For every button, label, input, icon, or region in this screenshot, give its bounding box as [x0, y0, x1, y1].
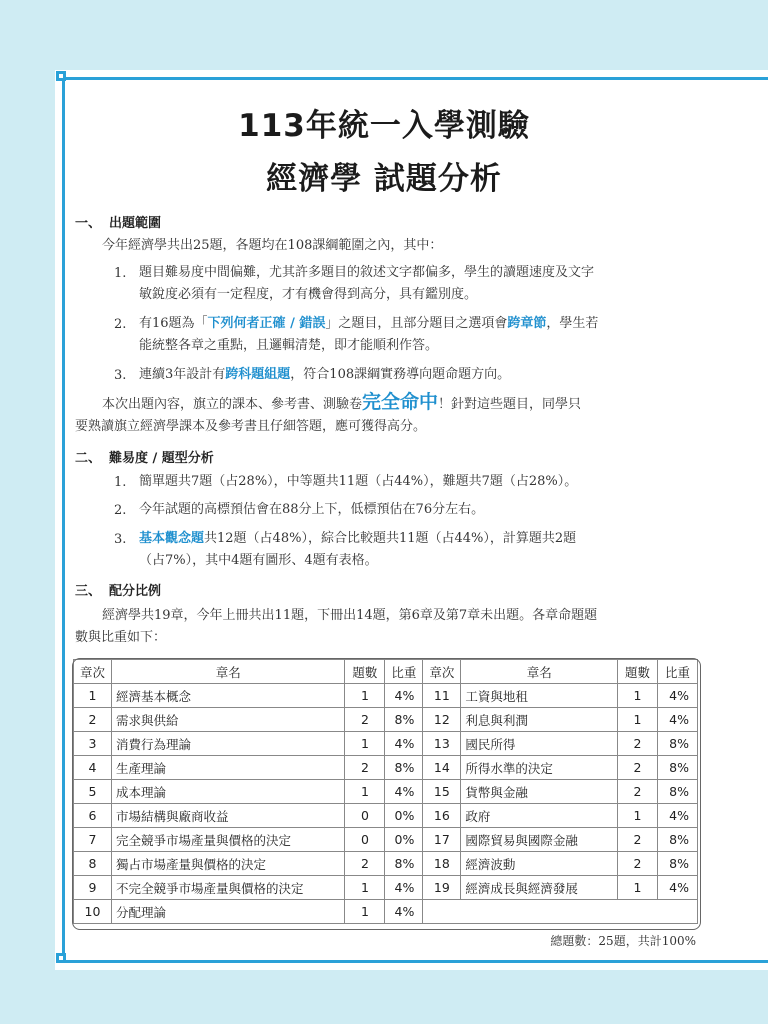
question-count-cell: 1	[618, 804, 658, 828]
chapter-name-cell: 生產理論	[111, 756, 344, 780]
table-row	[74, 756, 698, 780]
chapter-no-cell: 10	[74, 900, 112, 924]
s2-item-2-number: 2.	[114, 503, 127, 518]
chapter-no-cell: 11	[423, 684, 461, 708]
header-chapter-name: 章名	[111, 660, 344, 684]
question-count-cell: 0	[345, 804, 385, 828]
table-row	[74, 732, 698, 756]
table-row	[74, 876, 698, 900]
empty-cell	[423, 900, 698, 924]
chapter-name-cell: 成本理論	[111, 780, 344, 804]
header-chapter-no: 章次	[423, 660, 461, 684]
table-row	[74, 852, 698, 876]
table-header-row	[74, 660, 698, 684]
question-count-cell: 1	[618, 708, 658, 732]
highlight-cross-chapter: 跨章節	[507, 316, 547, 331]
header-weight: 比重	[385, 660, 423, 684]
chapter-name-cell: 利息與利潤	[461, 708, 618, 732]
weight-cell: 4%	[385, 684, 423, 708]
question-count-cell: 2	[345, 756, 385, 780]
chapter-no-cell: 8	[74, 852, 112, 876]
weight-cell: 8%	[385, 708, 423, 732]
chapter-no-cell: 12	[423, 708, 461, 732]
chapter-no-cell: 14	[423, 756, 461, 780]
weight-cell: 8%	[657, 852, 697, 876]
highlight-correct-incorrect: 下列何者正確 / 錯誤	[207, 316, 326, 331]
chapter-no-cell: 2	[74, 708, 112, 732]
chapter-name-cell: 完全競爭市場產量與價格的決定	[111, 828, 344, 852]
s1-item-3-text: 連續3年設計有跨科題組題，符合108課綱實務導向題命題方向。	[139, 367, 511, 382]
question-count-cell: 2	[345, 852, 385, 876]
corner-ornament-bottom	[56, 953, 66, 963]
question-count-cell: 2	[618, 732, 658, 756]
section-3-title: 配分比例	[109, 584, 162, 599]
total-summary: 總題數：25題，共計100%	[550, 934, 696, 948]
page-title-line1: 113年統一入學測驗	[238, 108, 530, 144]
chapter-no-cell: 9	[74, 876, 112, 900]
header-question-count: 題數	[345, 660, 385, 684]
question-count-cell: 1	[618, 876, 658, 900]
chapter-no-cell: 1	[74, 684, 112, 708]
chapter-no-cell: 7	[74, 828, 112, 852]
chapter-name-cell: 國際貿易與國際金融	[461, 828, 618, 852]
highlight-cross-subject: 跨科題組題	[225, 367, 291, 382]
section-2-title: 難易度 / 題型分析	[109, 451, 214, 466]
question-count-cell: 1	[345, 876, 385, 900]
s2-item-1-number: 1.	[114, 475, 127, 490]
weight-cell: 4%	[657, 708, 697, 732]
section-1-title: 出題範圍	[109, 216, 162, 231]
chapter-no-cell: 5	[74, 780, 112, 804]
weight-cell: 8%	[657, 732, 697, 756]
table-row	[74, 804, 698, 828]
section-2-heading	[75, 447, 214, 466]
weight-cell: 8%	[385, 852, 423, 876]
section-1-heading	[75, 212, 161, 231]
weight-cell: 4%	[657, 804, 697, 828]
s2-item-3-number: 3.	[114, 532, 127, 547]
weight-cell: 8%	[385, 756, 423, 780]
chapter-no-cell: 4	[74, 756, 112, 780]
s1-item-2-number: 2.	[114, 317, 127, 332]
chapter-name-cell: 分配理論	[111, 900, 344, 924]
s1-item-1-text: 題目難易度中間偏難，尤其許多題目的敘述文字都偏多，學生的讀題速度及文字 敏銳度必須有一定程度，才有機會得到高分，具有鑑別度。	[139, 265, 595, 302]
chapter-name-cell: 所得水準的決定	[461, 756, 618, 780]
chapter-no-cell: 16	[423, 804, 461, 828]
weight-cell: 4%	[657, 876, 697, 900]
table-row	[74, 780, 698, 804]
weight-cell: 4%	[385, 876, 423, 900]
s2-item-3-text: 基本觀念題共12題（占48%），綜合比較題共11題（占44%），計算題共2題 （占7%），其中4題有圖形、4題有表格。	[139, 531, 577, 568]
header-weight: 比重	[657, 660, 697, 684]
chapter-no-cell: 17	[423, 828, 461, 852]
section-1-number: 一、	[75, 216, 102, 231]
section-1-intro: 今年經濟學共出25題，各題均在108課綱範圍之內，其中：	[102, 238, 443, 253]
chapter-name-cell: 經濟基本概念	[111, 684, 344, 708]
question-count-cell: 1	[345, 732, 385, 756]
highlight-full-hit: 完全命中	[362, 391, 439, 413]
s1-item-1-number: 1.	[114, 266, 127, 281]
weight-cell: 4%	[385, 732, 423, 756]
weight-cell: 4%	[385, 900, 423, 924]
chapter-name-cell: 消費行為理論	[111, 732, 344, 756]
header-question-count: 題數	[618, 660, 658, 684]
chapter-no-cell: 13	[423, 732, 461, 756]
corner-ornament-top	[56, 71, 66, 81]
question-count-cell: 1	[345, 684, 385, 708]
question-count-cell: 1	[618, 684, 658, 708]
question-count-cell: 0	[345, 828, 385, 852]
chapter-name-cell: 經濟成長與經濟發展	[461, 876, 618, 900]
weight-cell: 0%	[385, 804, 423, 828]
weight-cell: 8%	[657, 756, 697, 780]
chapter-name-cell: 需求與供給	[111, 708, 344, 732]
chapter-no-cell: 19	[423, 876, 461, 900]
chapter-no-cell: 15	[423, 780, 461, 804]
highlight-basic-concept: 基本觀念題	[139, 531, 205, 546]
section-3-intro: 經濟學共19章，今年上冊共出11題，下冊出14題，第6章及第7章未出題。各章命題題 數與比重如下：	[75, 608, 598, 645]
question-count-cell: 2	[618, 828, 658, 852]
section-3-heading	[75, 580, 161, 599]
chapter-name-cell: 國民所得	[461, 732, 618, 756]
chapter-name-cell: 經濟波動	[461, 852, 618, 876]
question-count-cell: 2	[618, 852, 658, 876]
weight-cell: 8%	[657, 828, 697, 852]
table-row	[74, 708, 698, 732]
chapter-name-cell: 貨幣與金融	[461, 780, 618, 804]
weight-cell: 4%	[385, 780, 423, 804]
question-count-cell: 1	[345, 900, 385, 924]
chapter-no-cell: 3	[74, 732, 112, 756]
table-row	[74, 900, 698, 924]
weight-cell: 4%	[657, 684, 697, 708]
chapter-name-cell: 獨占市場產量與價格的決定	[111, 852, 344, 876]
chapter-name-cell: 不完全競爭市場產量與價格的決定	[111, 876, 344, 900]
s2-item-1-text: 簡單題共7題（占28%），中等題共11題（占44%），難題共7題（占28%）。	[139, 474, 578, 489]
table-row	[74, 828, 698, 852]
question-count-cell: 1	[345, 780, 385, 804]
chapter-score-table	[73, 659, 698, 924]
s1-item-3-number: 3.	[114, 368, 127, 383]
weight-cell: 8%	[657, 780, 697, 804]
chapter-name-cell: 市場結構與廠商收益	[111, 804, 344, 828]
s1-item-2-text: 有16題為「下列何者正確 / 錯誤」之題目，且部分題目之選項會跨章節，學生若 能統整各章之重點，且邏輯清楚，即才能順利作答。	[139, 316, 599, 353]
page-title-line2: 經濟學 試題分析	[266, 161, 502, 197]
question-count-cell: 2	[345, 708, 385, 732]
s2-item-2-text: 今年試題的高標預估會在88分上下，低標預估在76分左右。	[139, 502, 485, 517]
section-2-number: 二、	[75, 451, 102, 466]
section-1-conclusion: 本次出題內容，旗立的課本、參考書、測驗卷完全命中！針對這些題目，同學只 要熟讀旗立經濟學課本及參考書且仔細答題，應可獲得高分。	[75, 391, 582, 434]
chapter-no-cell: 6	[74, 804, 112, 828]
chapter-name-cell: 工資與地租	[461, 684, 618, 708]
chapter-no-cell: 18	[423, 852, 461, 876]
question-count-cell: 2	[618, 780, 658, 804]
table-row	[74, 684, 698, 708]
header-chapter-name: 章名	[461, 660, 618, 684]
header-chapter-no: 章次	[74, 660, 112, 684]
weight-cell: 0%	[385, 828, 423, 852]
question-count-cell: 2	[618, 756, 658, 780]
section-3-number: 三、	[75, 584, 102, 599]
chapter-name-cell: 政府	[461, 804, 618, 828]
